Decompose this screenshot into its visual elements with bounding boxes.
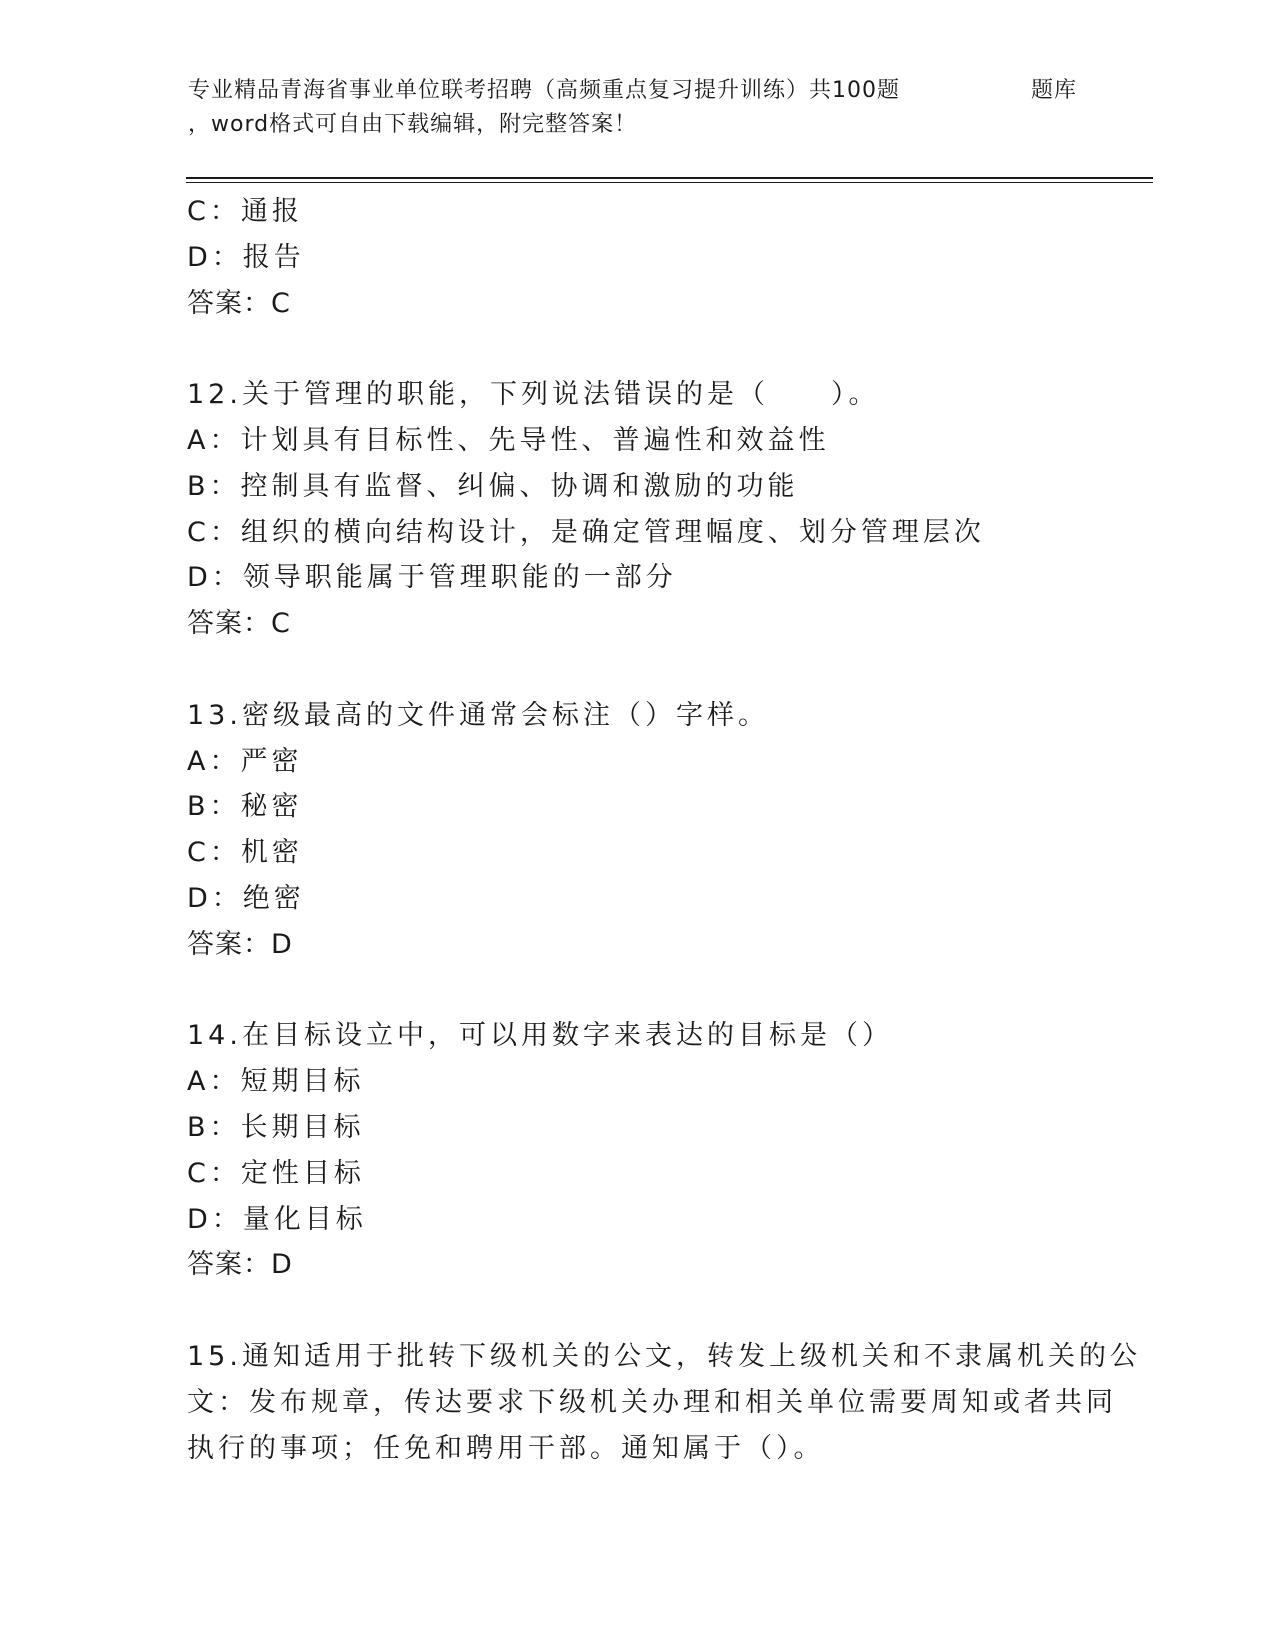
option-c: C：定性目标 (187, 1157, 365, 1189)
spacer (187, 326, 1087, 372)
question-14 (187, 1013, 1087, 1288)
option-d: D：领导职能属于管理职能的一部分 (187, 562, 677, 594)
question-text: 12.关于管理的职能，下列说法错误的是（ ）。 (187, 379, 880, 411)
document-body (187, 189, 1141, 1471)
option-b: B：长期目标 (187, 1111, 365, 1143)
spacer (187, 1288, 1087, 1334)
header-subtitle: ，word格式可自由下载编辑，附完整答案！ (188, 112, 638, 137)
spacer (187, 968, 1087, 1014)
option-d: D：报告 (187, 241, 305, 273)
option-c: C：机密 (187, 837, 303, 869)
option-b: B：秘密 (187, 791, 303, 823)
option-c: C：通报 (187, 196, 303, 227)
option-d: D：绝密 (187, 882, 305, 914)
answer-line: 答案：D (187, 1249, 293, 1281)
header-divider (186, 177, 1153, 183)
option-c: C：组织的横向结构设计，是确定管理幅度、划分管理层次 (187, 516, 985, 548)
header-title: 专业精品青海省事业单位联考招聘（高频重点复习提升训练）共100题 (188, 78, 900, 103)
option-a: A：计划具有目标性、先导性、普遍性和效益性 (187, 424, 830, 456)
question-text: 13.密级最高的文件通常会标注（）字样。 (187, 699, 769, 731)
spacer (187, 647, 1087, 693)
question-text: 14.在目标设立中，可以用数字来表达的目标是（） (187, 1020, 893, 1052)
option-d: D：量化目标 (187, 1203, 367, 1235)
option-b: B：控制具有监督、纠偏、协调和激励的功能 (187, 470, 799, 502)
header-title-line (188, 74, 1148, 108)
question-12 (187, 372, 1087, 647)
page-header (188, 74, 1148, 142)
question-text-line: 文：发布规章，传达要求下级机关办理和相关单位需要周知或者共同 (187, 1386, 1117, 1418)
question-text-line: 执行的事项；任免和聘用干部。通知属于（）。 (187, 1432, 825, 1464)
header-tag: 题库 (1031, 78, 1078, 103)
question-text-line: 15.通知适用于批转下级机关的公文，转发上级机关和不隶属机关的公 (187, 1340, 1141, 1372)
answer-line: 答案：C (187, 608, 291, 640)
question-11-tail (187, 189, 1087, 326)
answer-line: 答案：C (187, 287, 291, 319)
question-15 (187, 1334, 1141, 1471)
answer-line: 答案：D (187, 928, 293, 960)
option-a: A：严密 (187, 745, 303, 777)
question-13 (187, 693, 1087, 968)
option-a: A：短期目标 (187, 1066, 365, 1098)
